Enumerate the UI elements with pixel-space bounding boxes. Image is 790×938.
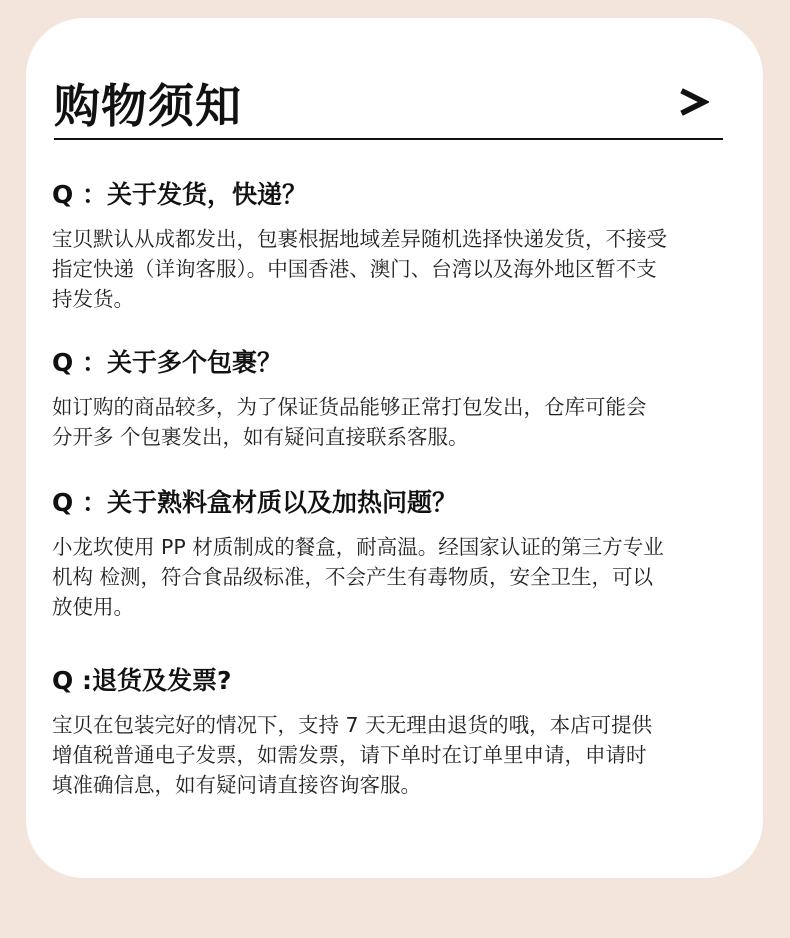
answer-line: 填准确信息，如有疑问请直接咨询客服。 bbox=[52, 773, 421, 797]
answer-line: 机构 检测，符合食品级标准，不会产生有毒物质，安全卫生，可以 bbox=[52, 565, 654, 589]
answer-line: 宝贝在包装完好的情况下，支持 7 天无理由退货的哦，本店可提供 bbox=[52, 713, 653, 737]
answer-line: 如订购的商品较多，为了保证货品能够正常打包发出，仓库可能会 bbox=[52, 395, 647, 419]
faq-question: Q ：关于多个包裹？ bbox=[52, 348, 282, 377]
faq-answer bbox=[52, 224, 742, 314]
faq-answer bbox=[52, 710, 742, 800]
notice-card bbox=[26, 18, 763, 878]
faq-answer bbox=[52, 392, 742, 452]
chevron-right-icon[interactable] bbox=[679, 80, 709, 124]
answer-line: 分开多 个包裹发出，如有疑问直接联系客服。 bbox=[52, 425, 469, 449]
answer-line: 宝贝默认从成都发出，包裹根据地域差异随机选择快递发货，不接受 bbox=[52, 227, 667, 251]
faq-answer bbox=[52, 532, 742, 622]
faq-item-material bbox=[52, 486, 742, 622]
answer-line: 小龙坎使用 PP 材质制成的餐盒，耐高温。经国家认证的第三方专业 bbox=[52, 535, 664, 559]
faq-item-shipping bbox=[52, 178, 742, 314]
faq-question: Q ：关于发货，快递？ bbox=[52, 180, 307, 209]
answer-line: 增值税普通电子发票，如需发票，请下单时在订单里申请，申请时 bbox=[52, 743, 647, 767]
page-title: 购物须知 bbox=[54, 79, 242, 133]
faq-question: Q :退货及发票? bbox=[52, 666, 232, 695]
answer-line: 持发货。 bbox=[52, 287, 134, 311]
answer-line: 放使用。 bbox=[52, 595, 134, 619]
faq-item-packages bbox=[52, 346, 742, 452]
faq-question: Q ：关于熟料盒材质以及加热问题？ bbox=[52, 488, 457, 517]
faq-item-returns bbox=[52, 664, 742, 800]
header bbox=[54, 76, 723, 140]
answer-line: 指定快递（详询客服）。中国香港、澳门、台湾以及海外地区暂不支 bbox=[52, 257, 657, 281]
